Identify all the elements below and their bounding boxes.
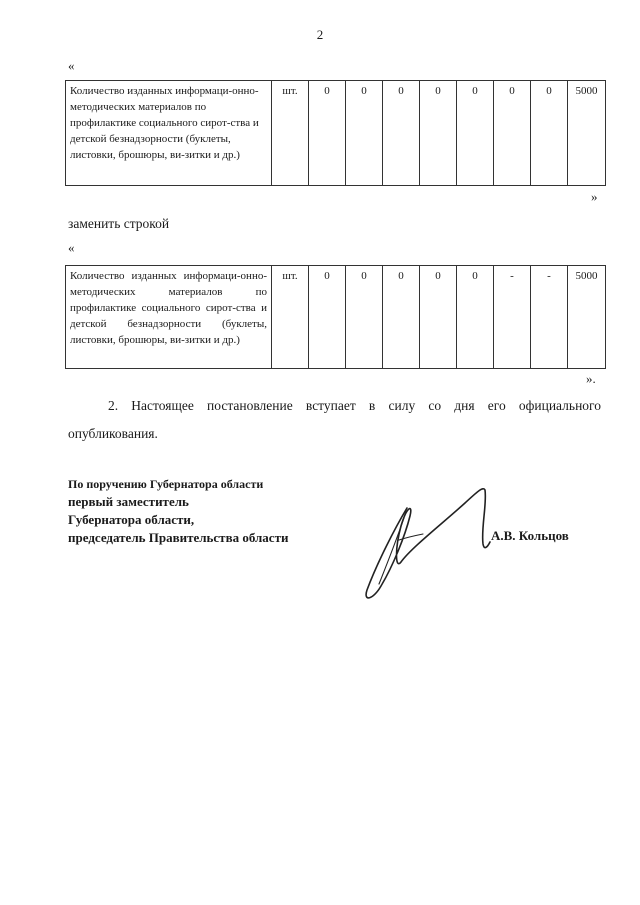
open-quote-2: « [68, 240, 75, 255]
replace-text: заменить строкой [68, 216, 170, 231]
old-row-unit: шт. [272, 81, 309, 186]
old-row-value: 0 [494, 81, 531, 186]
signature-line-4: председатель Правительства области [68, 530, 289, 545]
close-quote: » [591, 189, 598, 204]
old-row-value: 0 [383, 81, 420, 186]
old-row-value: 0 [420, 81, 457, 186]
new-row-value: - [494, 266, 531, 369]
new-row-value: 0 [457, 266, 494, 369]
handwritten-signature [355, 478, 505, 613]
new-row-unit: шт. [272, 266, 309, 369]
signatory-name: А.В. Кольцов [491, 528, 569, 543]
old-row-value: 0 [309, 81, 346, 186]
paragraph-2: 2. Настоящее постановление вступает в силу со дня его официального опубликования. [68, 398, 601, 441]
new-row-value: - [531, 266, 568, 369]
new-row-value: 0 [346, 266, 383, 369]
new-row-value: 5000 [568, 266, 606, 369]
open-quote: « [68, 58, 75, 73]
old-row-value: 0 [531, 81, 568, 186]
close-quote-final: ». [586, 371, 596, 386]
signature-line-1: По поручению Губернатора области [68, 477, 264, 491]
new-row-table [65, 265, 606, 369]
new-row-value: 0 [420, 266, 457, 369]
new-row-description: Количество изданных информаци-онно-методических материалов по профилактике социального сирот-ства и детской безнадзорности (буклеты, листовки, брошюры, ви-зитки и др.) [66, 266, 272, 369]
old-row-table [65, 80, 606, 186]
old-row-value: 0 [457, 81, 494, 186]
old-row-description: Количество изданных информаци-онно-методических материалов по профилактике социального сирот-ства и детской безнадзорности (буклеты, листовки, брошюры, ви-зитки и др.) [66, 81, 272, 186]
signature-line-2: первый заместитель [68, 494, 189, 509]
new-row-value: 0 [383, 266, 420, 369]
signature-line-3: Губернатора области, [68, 512, 195, 527]
old-row-value: 0 [346, 81, 383, 186]
old-row-value: 5000 [568, 81, 606, 186]
new-row-value: 0 [309, 266, 346, 369]
page-number: 2 [316, 27, 324, 42]
